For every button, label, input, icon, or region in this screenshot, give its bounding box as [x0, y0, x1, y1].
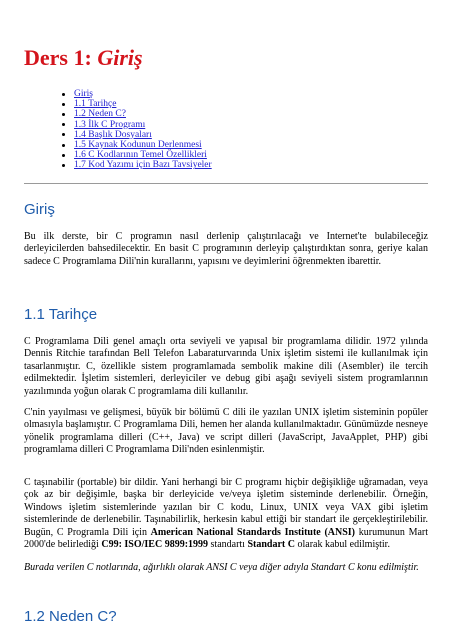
ansi-term: American National Standards Institute (ANSI)	[150, 526, 356, 538]
tarihce-note	[24, 562, 428, 574]
toc-link-tavsiyeler[interactable]: 1.7 Kod Yazımı için Bazı Tavsiyeler	[74, 160, 212, 171]
section-divider	[24, 183, 428, 184]
table-of-contents	[64, 89, 212, 171]
toc-link-derlenme[interactable]: 1.5 Kaynak Kodunun Derlenmesi	[74, 140, 202, 151]
toc-item	[64, 120, 212, 130]
tarihce-note-text: Burada verilen C notlarında, ağırlıklı olarak ANSI C veya diğer adıyla Standart C konu edilmiştir.	[24, 562, 419, 573]
toc-link-giris[interactable]: Giriş	[74, 89, 93, 99]
section-heading-giris: Giriş	[24, 201, 55, 218]
tarihce-p3-text: C taşınabilir (portable) bir dildir. Yani herhangi bir C programı hiçbir değişikliğe uğramadan, veya çok az bir değişimle, başka bir derleyicide ve/veya işletim sisteminde derlenebilir. Örneğin, Windows işletim sistemlerinde yazılan bir C kodu, Linux, UNIX veya VAX gibi işletim sistemlerinde de derlenebilir. Taşınabilirlik, herkesin kabul ettiği bir standart ile gerçekleştirilebilir. Bugün, C Programla Dili için	[24, 477, 428, 538]
toc-item	[64, 89, 212, 99]
toc-item	[64, 150, 212, 160]
tarihce-p3-text: olarak kabul edilmiştir.	[294, 539, 390, 551]
giris-paragraph: Bu ilk derste, bir C programın nasıl derlenip çalıştırılacağı ve Internet'te bulabileceğiz derleyicilerden bahsedilecektir. En basit C programının derleyip çalıştırdıktan sonra, geriye kalan sadece C Programlama Dili'nin kurallarını, yapısını ve deyimlerini öğrenmekten ibarettir.	[24, 231, 428, 267]
tarihce-p3-text: kurumunun Mart 2000'de belirlediği	[24, 526, 429, 551]
toc-link-baslik-dosyalari[interactable]: 1.4 Başlık Dosyaları	[74, 129, 152, 140]
toc-link-neden-c[interactable]: 1.2 Neden C?	[74, 109, 126, 120]
toc-item	[64, 140, 212, 150]
tarihce-p3-text: standartı	[208, 539, 248, 551]
toc-item	[64, 99, 212, 109]
toc-link-ilk-program[interactable]: 1.3 İlk C Programı	[74, 119, 146, 130]
standart-c-term: Standart C	[247, 539, 295, 551]
tarihce-paragraph-1: C Programlama Dili genel amaçlı orta seviyeli ve yapısal bir programlama dilidir. 1972 yılında Dennis Ritchie tarafından Bell Telefon Labaraturvarında Unix işletim sistemi ile kullanılmak için tasarlanmıştır. C, özellikle sistem programlamada sembolik makine dili (Asembler) ile tercih edilmektedir. İşletim sistemleri, derleyiciler ve debug gibi aşağı seviyeli sistem programlarının yazılımında yoğun olarak C programlama dili kullanılır.	[24, 336, 428, 397]
page-title-prefix: Ders 1:	[24, 45, 98, 70]
toc-item	[64, 130, 212, 140]
page-title	[24, 45, 143, 71]
toc-link-tarihce[interactable]: 1.1 Tarihçe	[74, 99, 117, 110]
page-title-emphasis: Giriş	[97, 45, 143, 70]
tarihce-paragraph-3	[24, 477, 428, 551]
toc-link-temel-ozellikler[interactable]: 1.6 C Kodlarının Temel Özellikleri	[74, 150, 207, 161]
toc-item	[64, 160, 212, 170]
section-heading-neden-c: 1.2 Neden C?	[24, 608, 117, 625]
c99-term: C99: ISO/IEC 9899:1999	[101, 539, 209, 551]
tarihce-paragraph-2: C'nin yayılması ve gelişmesi, büyük bir bölümü C dili ile yazılan UNIX işletim sisteminin popüler olmasıyla başlamıştır. C Programlama Dili, hemen her alanda kullanılmaktadır. Günümüzde nesneye yönelik programlama dilleri (C++, Java) ve script dilleri (JavaScript, JavaApplet, PHP) gibi programlama dilleri C Programlama Dili'nden esinlenmiştir.	[24, 407, 428, 456]
toc-item	[64, 109, 212, 119]
section-heading-tarihce: 1.1 Tarihçe	[24, 306, 98, 323]
